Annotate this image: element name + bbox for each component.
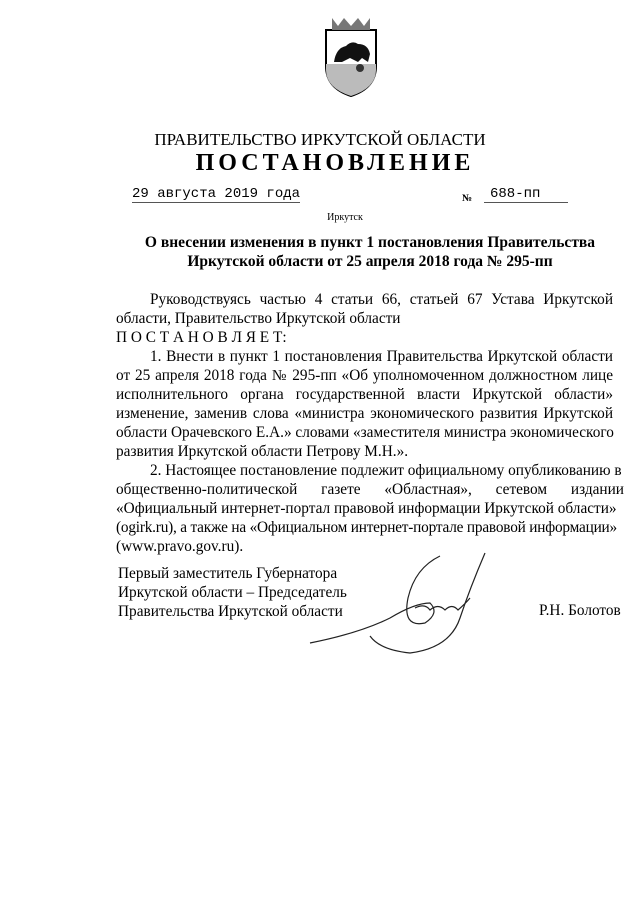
body-line: исполнительного органа государственной власти Иркутской области» xyxy=(116,386,613,403)
resolves-heading: П О С Т А Н О В Л Я Е Т: xyxy=(116,329,287,346)
body-line: 1. Внести в пункт 1 постановления Правительства Иркутской области xyxy=(150,348,613,365)
body-line: изменение, заменив слова «министра экономического развития Иркутской xyxy=(116,405,613,422)
body-line: области Орачевского Е.А.» словами «заместителя министра экономического xyxy=(116,424,614,441)
body-line: области, Правительство Иркутской области xyxy=(116,310,401,327)
title-line: О внесении изменения в пункт 1 постановления Правительства xyxy=(144,234,596,251)
body-line: 2. Настоящее постановление подлежит официальному опубликованию в xyxy=(150,462,622,479)
document-type: ПОСТАНОВЛЕНИЕ xyxy=(195,150,475,176)
coat-of-arms xyxy=(322,14,380,103)
body-line: развития Иркутской области Петрову М.Н.». xyxy=(116,443,409,460)
document-title xyxy=(0,233,640,271)
body-line: общественно-политической газете «Областная», сетевом издании xyxy=(116,481,624,498)
city: Иркутск xyxy=(327,212,363,223)
position-line: Иркутской области – Председатель xyxy=(118,584,347,601)
body-line: (www.pravo.gov.ru). xyxy=(116,538,244,555)
number-value: 688-пп xyxy=(490,186,541,202)
body-line: Руководствуясь частью 4 статьи 66, статьей 67 Устава Иркутской xyxy=(150,291,613,308)
signatory-name: Р.Н. Болотов xyxy=(539,602,621,619)
document-date: 29 августа 2019 года xyxy=(132,186,301,202)
position-line: Первый заместитель Губернатора xyxy=(118,565,338,582)
position-line: Правительства Иркутской области xyxy=(118,603,343,620)
number-label: № xyxy=(462,193,473,204)
body-line: (ogirk.ru), а также на «Официальном интернет-портале правовой информации» xyxy=(116,519,617,536)
handwritten-signature xyxy=(290,548,510,663)
body-line: «Официальный интернет-портал правовой информации Иркутской области» xyxy=(116,500,617,517)
authority-name: ПРАВИТЕЛЬСТВО ИРКУТСКОЙ ОБЛАСТИ xyxy=(154,130,486,149)
body-line: от 25 апреля 2018 года № 295-пп «Об уполномоченном должностном лице xyxy=(116,367,613,384)
document-number xyxy=(484,186,568,203)
title-line: Иркутской области от 25 апреля 2018 года № 295-пп xyxy=(187,253,553,270)
